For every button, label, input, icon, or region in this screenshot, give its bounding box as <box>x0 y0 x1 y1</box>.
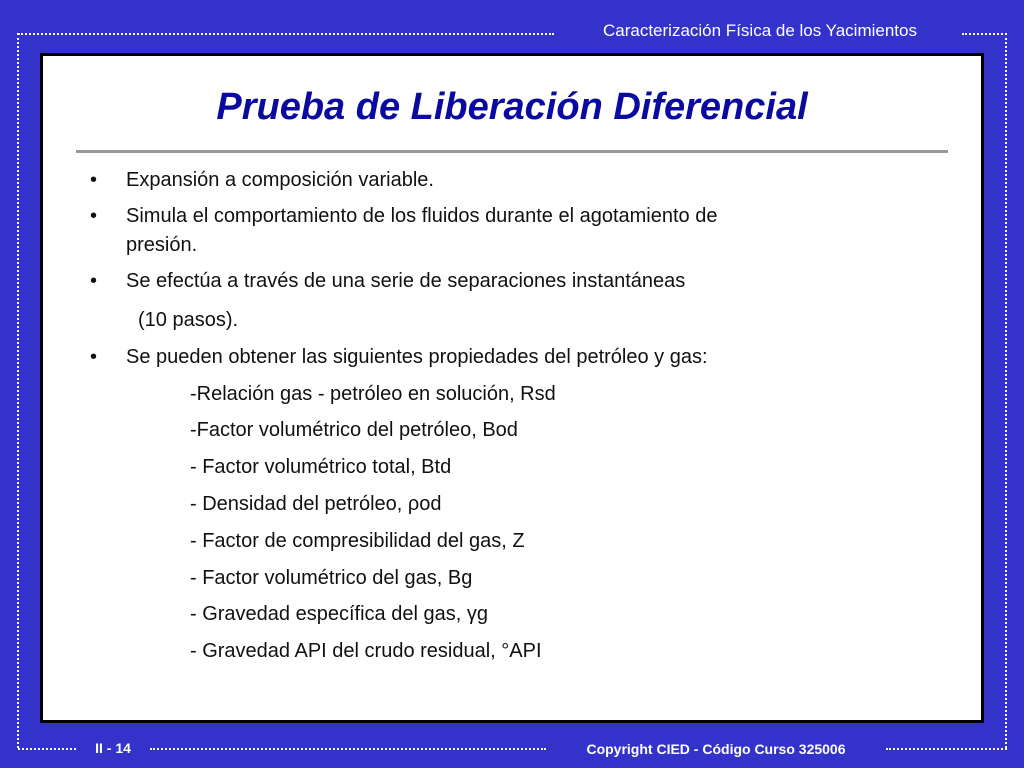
header-dotted-rule-left <box>18 33 554 35</box>
page-number: II - 14 <box>95 740 131 756</box>
bullet-marker: • <box>90 346 98 368</box>
property-item: - Factor volumétrico del gas, Bg <box>190 567 473 589</box>
bullet-marker: • <box>90 270 98 292</box>
slide-title: Prueba de Liberación Diferencial <box>216 86 808 128</box>
header-dotted-rule-right <box>962 33 1007 35</box>
property-item: - Densidad del petróleo, ρod <box>190 493 442 515</box>
property-item: - Gravedad específica del gas, γg <box>190 603 488 625</box>
property-item: - Factor de compresibilidad del gas, Z <box>190 530 525 552</box>
bullet-item: Expansión a composición variable. <box>126 169 434 191</box>
slide-content-panel <box>40 53 984 723</box>
footer-dotted-rule-left <box>18 748 76 750</box>
bullet-item-continuation: presión. <box>126 234 198 256</box>
property-item: -Relación gas - petróleo en solución, Rsd <box>190 383 556 405</box>
bullet-marker: • <box>90 169 98 191</box>
bullet-marker: • <box>90 205 98 227</box>
right-dotted-border <box>1005 33 1007 748</box>
bullet-item: Se pueden obtener las siguientes propiedades del petróleo y gas: <box>126 346 708 368</box>
copyright-footer: Copyright CIED - Código Curso 325006 <box>586 741 846 757</box>
footer-dotted-rule-right <box>886 748 1007 750</box>
property-item: - Factor volumétrico total, Btd <box>190 456 452 478</box>
left-dotted-border <box>17 33 19 748</box>
course-name-header: Caracterización Física de los Yacimientos <box>602 21 917 40</box>
footer-dotted-rule-middle <box>150 748 546 750</box>
bullet-list <box>43 56 981 720</box>
property-item: - Gravedad API del crudo residual, °API <box>190 640 542 662</box>
bullet-item: Se efectúa a través de una serie de separaciones instantáneas <box>126 270 686 292</box>
bullet-item: Simula el comportamiento de los fluidos durante el agotamiento de <box>126 205 718 227</box>
property-item: -Factor volumétrico del petróleo, Bod <box>190 419 518 441</box>
bullet-item-continuation: (10 pasos). <box>138 309 239 331</box>
